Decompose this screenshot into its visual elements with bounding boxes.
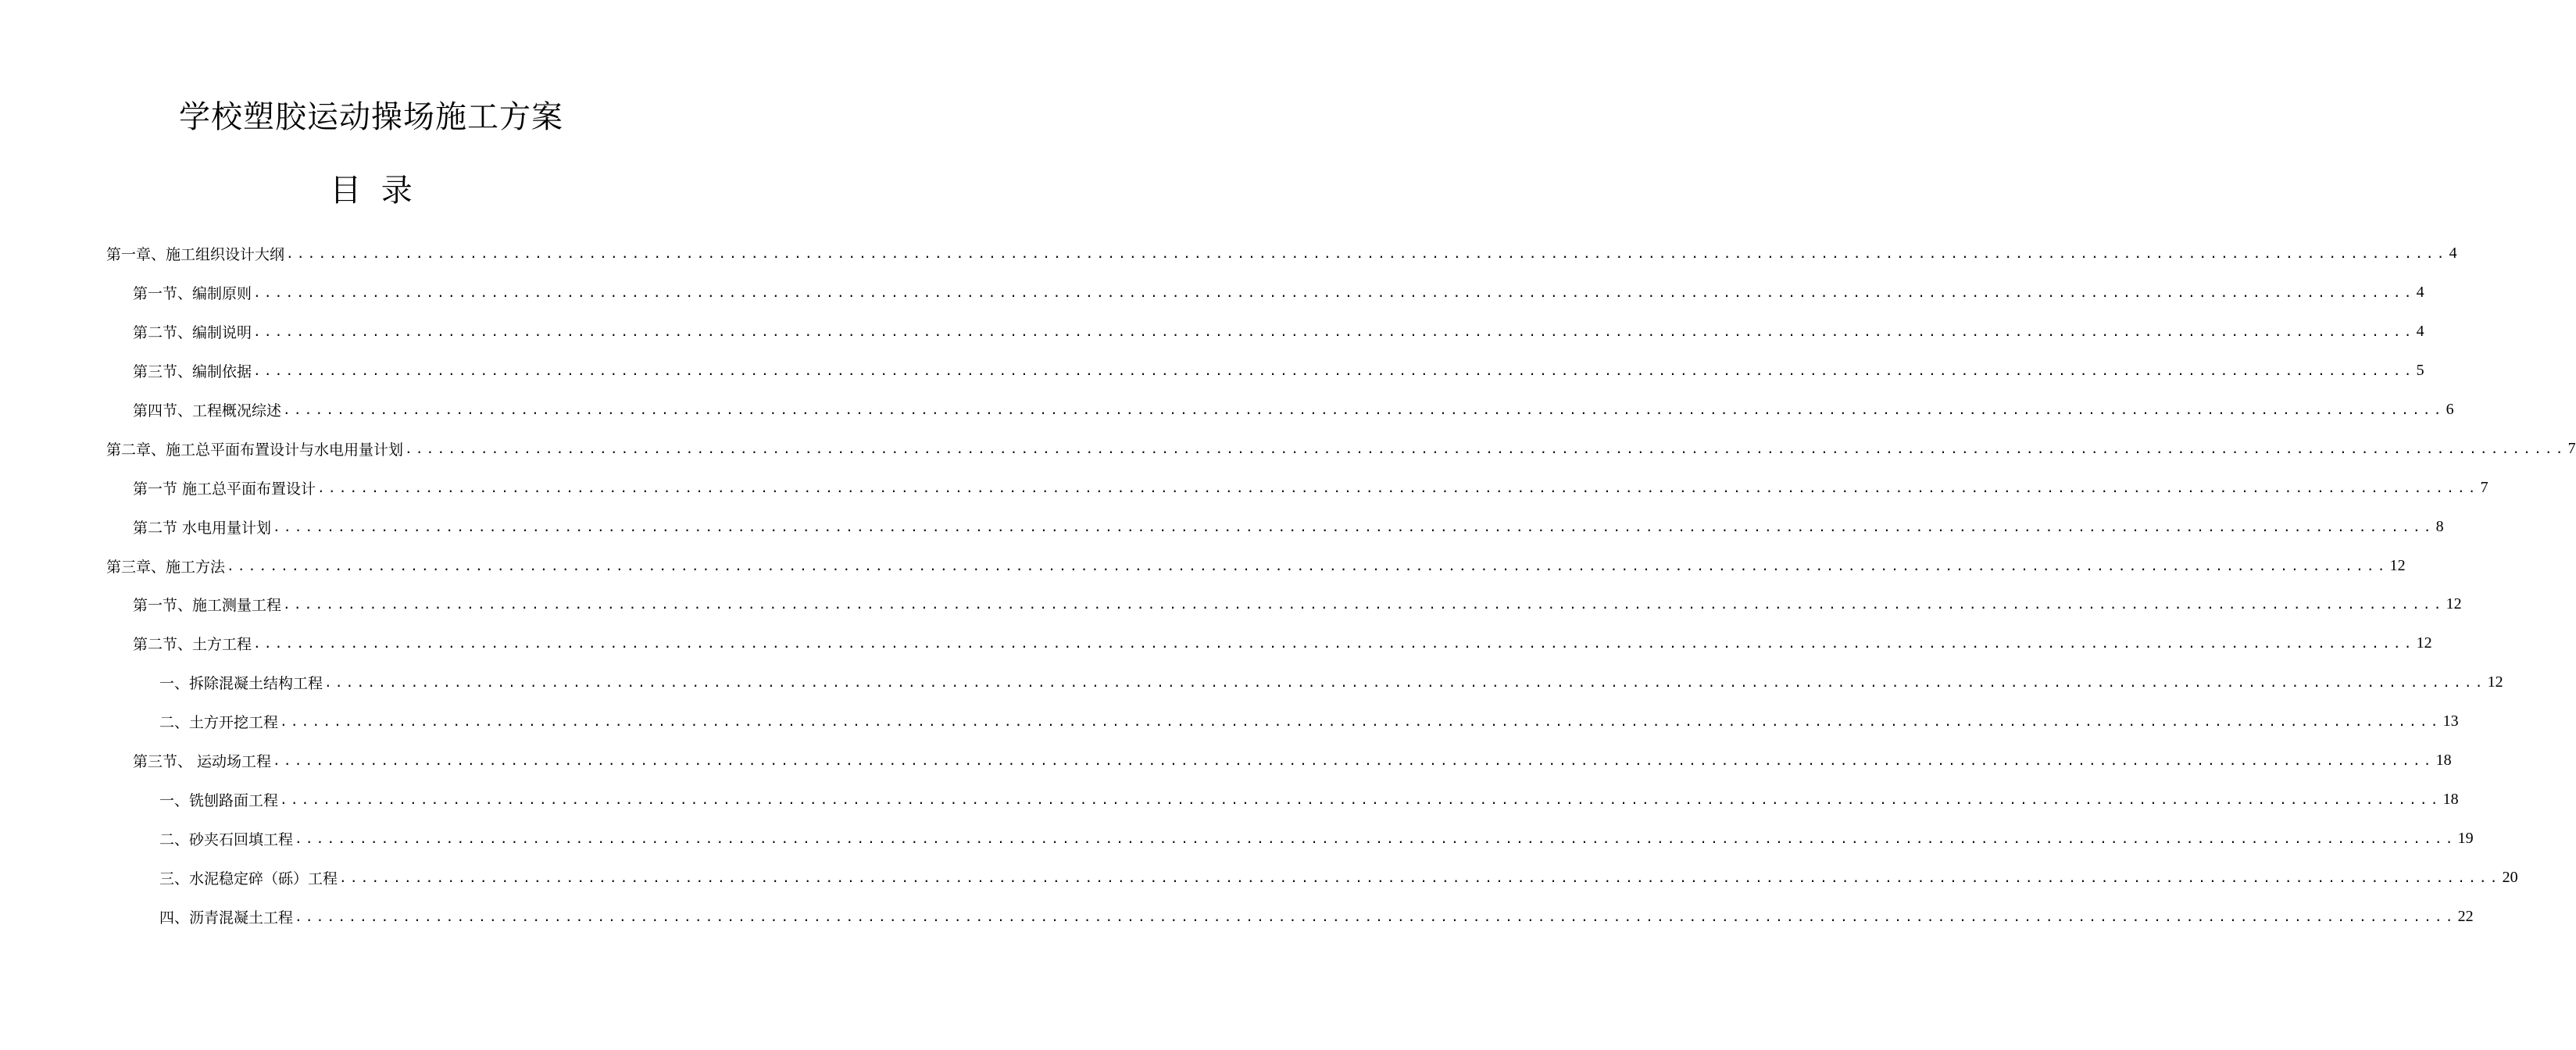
toc-entry-page-number: 7 — [2480, 478, 2488, 496]
toc-dot-leader: ........................................................................................................................................................................................................ — [273, 753, 2435, 769]
toc-entry-label: 第二节、土方工程 — [133, 636, 252, 654]
toc-entry-label: 第三节、编制依据 — [133, 363, 252, 381]
toc-entry-label: 第一节 施工总平面布置设计 — [133, 480, 316, 498]
toc-entry-page-number: 22 — [2457, 907, 2474, 925]
toc-dot-leader: ........................................................................................................................................................................................................ — [405, 441, 2567, 456]
toc-dot-leader: ........................................................................................................................................................................................................ — [227, 558, 2388, 573]
toc-entry[interactable] — [0, 468, 2488, 507]
toc-entry-page-number: 13 — [2442, 712, 2459, 730]
toc-dot-leader: ........................................................................................................................................................................................................ — [253, 324, 2415, 340]
toc-entry[interactable] — [0, 585, 2462, 624]
toc-entry-label: 第二章、施工总平面布置设计与水电用量计划 — [106, 441, 404, 459]
toc-entry-page-number: 7 — [2567, 439, 2576, 457]
toc-entry[interactable] — [0, 273, 2424, 312]
toc-entry[interactable] — [0, 391, 2454, 430]
toc-entry-label: 二、砂夹石回填工程 — [159, 830, 294, 848]
toc-dot-leader: ........................................................................................................................................................................................................ — [295, 909, 2456, 924]
toc-dot-leader: ........................................................................................................................................................................................................ — [295, 830, 2456, 846]
toc-entry-label: 第二节 水电用量计划 — [133, 519, 272, 537]
toc-dot-leader: ........................................................................................................................................................................................................ — [280, 714, 2442, 730]
toc-entry-label: 第一节、施工测量工程 — [133, 597, 282, 615]
toc-dot-leader: ........................................................................................................................................................................................................ — [317, 480, 2479, 495]
toc-entry-label: 三、水泥稳定碎（砾）工程 — [159, 870, 338, 888]
toc-entry-label: 四、沥青混凝土工程 — [159, 909, 294, 927]
toc-entry-page-number: 20 — [2502, 868, 2518, 886]
toc-entry-label: 第四节、工程概况综述 — [133, 402, 282, 420]
toc-entry-label: 一、拆除混凝土结构工程 — [159, 675, 323, 693]
toc-dot-leader: ........................................................................................................................................................................................................ — [339, 870, 2501, 885]
toc-entry-page-number: 12 — [2487, 673, 2503, 691]
toc-dot-leader: ........................................................................................................................................................................................................ — [280, 791, 2442, 807]
toc-dot-leader: ........................................................................................................................................................................................................ — [253, 636, 2415, 652]
toc-entry-page-number: 19 — [2457, 829, 2474, 847]
toc-entry-page-number: 12 — [2389, 556, 2406, 574]
toc-entry-page-number: 8 — [2435, 517, 2444, 535]
toc-entry-label: 第二节、编制说明 — [133, 324, 252, 342]
toc-entry-page-number: 4 — [2416, 284, 2424, 302]
toc-entry[interactable] — [0, 858, 2518, 897]
toc-entry-page-number: 5 — [2416, 362, 2424, 380]
toc-entry[interactable] — [0, 312, 2424, 352]
toc-entry-page-number: 18 — [2442, 790, 2459, 808]
toc-entry-label: 第一节、编制原则 — [133, 285, 252, 303]
toc-entry-label: 第三章、施工方法 — [106, 558, 226, 576]
toc-entry[interactable] — [0, 780, 2459, 819]
table-of-contents — [0, 234, 2576, 936]
toc-entry-page-number: 12 — [2416, 634, 2432, 652]
toc-entry[interactable] — [0, 702, 2459, 741]
toc-entry[interactable] — [0, 624, 2432, 663]
toc-entry-page-number: 12 — [2446, 595, 2462, 613]
toc-dot-leader: ........................................................................................................................................................................................................ — [273, 519, 2435, 534]
toc-entry[interactable] — [0, 507, 2444, 546]
toc-entry-label: 二、土方开挖工程 — [159, 714, 279, 732]
toc-entry[interactable] — [0, 741, 2452, 780]
toc-heading: 目 录 — [330, 173, 413, 209]
toc-entry[interactable] — [0, 663, 2503, 702]
toc-entry-label: 一、铣刨路面工程 — [159, 791, 279, 809]
toc-entry[interactable] — [0, 429, 2576, 468]
toc-entry-page-number: 6 — [2446, 401, 2454, 418]
toc-dot-leader: ........................................................................................................................................................................................................ — [253, 285, 2415, 301]
toc-dot-leader: ........................................................................................................................................................................................................ — [283, 402, 2445, 417]
toc-dot-leader: ........................................................................................................................................................................................................ — [283, 597, 2445, 612]
toc-entry[interactable] — [0, 352, 2424, 391]
toc-dot-leader: ........................................................................................................................................................................................................ — [253, 363, 2415, 379]
toc-dot-leader: ........................................................................................................................................................................................................ — [286, 246, 2448, 262]
document-title: 学校塑胶运动操场施工方案 — [179, 99, 563, 135]
toc-entry-page-number: 4 — [2416, 323, 2424, 341]
toc-entry[interactable] — [0, 897, 2474, 936]
toc-entry[interactable] — [0, 546, 2406, 585]
toc-entry-label: 第三节、 运动场工程 — [133, 753, 272, 771]
toc-entry[interactable] — [0, 234, 2457, 273]
toc-entry-page-number: 18 — [2435, 752, 2452, 770]
toc-dot-leader: ........................................................................................................................................................................................................ — [324, 675, 2486, 691]
toc-entry-page-number: 4 — [2449, 245, 2457, 262]
toc-entry-label: 第一章、施工组织设计大纲 — [106, 246, 285, 264]
toc-entry[interactable] — [0, 819, 2474, 858]
